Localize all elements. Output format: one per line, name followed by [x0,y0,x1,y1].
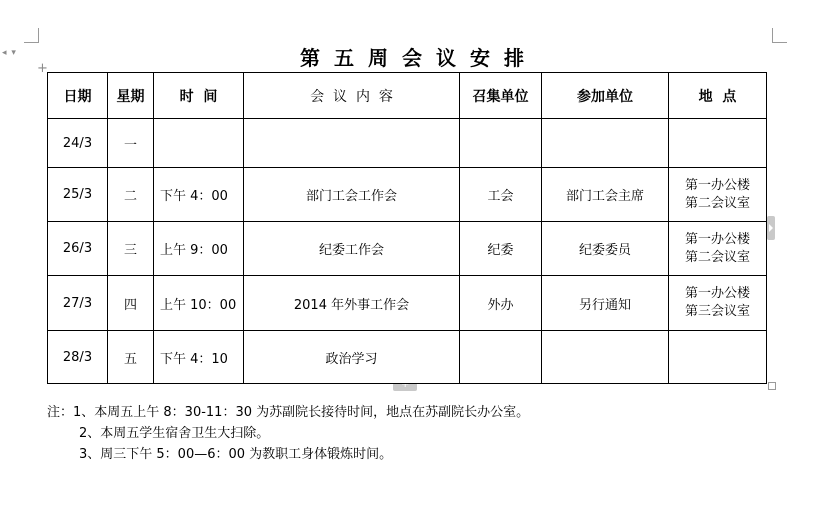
cell-location[interactable] [669,331,767,384]
note-line-1: 注：1、本周五上午 8：30-11：30 为苏副院长接待时间，地点在苏副院长办公室。 [47,405,530,420]
cell-date[interactable]: 24/3 [48,119,108,168]
cell-convener[interactable]: 纪委 [460,222,542,276]
table-row [48,222,767,276]
cell-content[interactable]: 部门工会工作会 [244,168,460,222]
cell-time[interactable]: 下午 4：10 [154,331,244,384]
table-resize-square-icon[interactable] [768,382,776,390]
cell-weekday[interactable]: 五 [108,331,154,384]
header-convener: 召集单位 [460,73,542,119]
cell-time[interactable] [154,119,244,168]
cell-location[interactable] [669,276,767,331]
cell-weekday[interactable]: 三 [108,222,154,276]
cell-weekday[interactable]: 一 [108,119,154,168]
header-content: 会 议 内 容 [244,73,460,119]
cell-convener[interactable]: 外办 [460,276,542,331]
note-line-2: 2、本周五学生宿舍卫生大扫除。 [79,426,270,441]
cell-date[interactable]: 28/3 [48,331,108,384]
cell-content[interactable]: 纪委工作会 [244,222,460,276]
location-line-1: 第一办公楼 [684,231,750,247]
table-move-handle-plus-icon[interactable]: + [37,61,48,76]
cell-convener[interactable] [460,119,542,168]
location-line-1: 第一办公楼 [684,286,750,301]
cell-date[interactable]: 27/3 [48,276,108,331]
cell-weekday[interactable]: 四 [108,276,154,331]
location-line-1: 第一办公楼 [684,177,750,193]
cell-time[interactable]: 上午 10：00 [154,276,244,331]
table-row [48,119,767,168]
table-row [48,331,767,384]
cell-date[interactable]: 25/3 [48,168,108,222]
table-row [48,168,767,222]
cell-weekday[interactable]: 二 [108,168,154,222]
column-insert-plus-icon[interactable] [393,383,417,391]
cell-participants[interactable] [542,331,669,384]
cell-location[interactable] [669,222,767,276]
header-time: 时 间 [154,73,244,119]
cell-time[interactable]: 上午 9：00 [154,222,244,276]
row-insert-arrow-right-icon[interactable] [767,216,775,240]
cell-participants[interactable]: 部门工会主席 [542,168,669,222]
page-corner-mark-top-right [772,28,787,43]
location-line-2: 第二会议室 [684,249,750,265]
header-weekday: 星期 [108,73,154,119]
table-row [48,276,767,331]
page-corner-mark-top-left [24,28,39,43]
cell-participants[interactable]: 另行通知 [542,276,669,331]
cell-convener[interactable]: 工会 [460,168,542,222]
header-participants: 参加单位 [542,73,669,119]
cell-participants[interactable] [542,119,669,168]
cell-time[interactable]: 下午 4：00 [154,168,244,222]
meeting-schedule-table [47,72,767,384]
cell-convener[interactable] [460,331,542,384]
table-header-row [48,73,767,119]
cell-content[interactable] [244,119,460,168]
cell-date[interactable]: 26/3 [48,222,108,276]
notes-section [47,402,529,465]
document-title: 第五周会议安排 [300,46,538,70]
note-line-3: 3、周三下午 5：00—6：00 为教职工身体锻炼时间。 [79,447,393,462]
cell-participants[interactable]: 纪委委员 [542,222,669,276]
collapse-arrow-icon[interactable]: ◂ ▾ [2,48,17,58]
cell-content[interactable]: 政治学习 [244,331,460,384]
header-location: 地 点 [669,73,767,119]
location-line-2: 第二会议室 [684,195,750,211]
header-date: 日期 [48,73,108,119]
location-line-2: 第三会议室 [684,304,750,319]
cell-location[interactable] [669,119,767,168]
cell-content[interactable]: 2014 年外事工作会 [244,276,460,331]
cell-location[interactable] [669,168,767,222]
